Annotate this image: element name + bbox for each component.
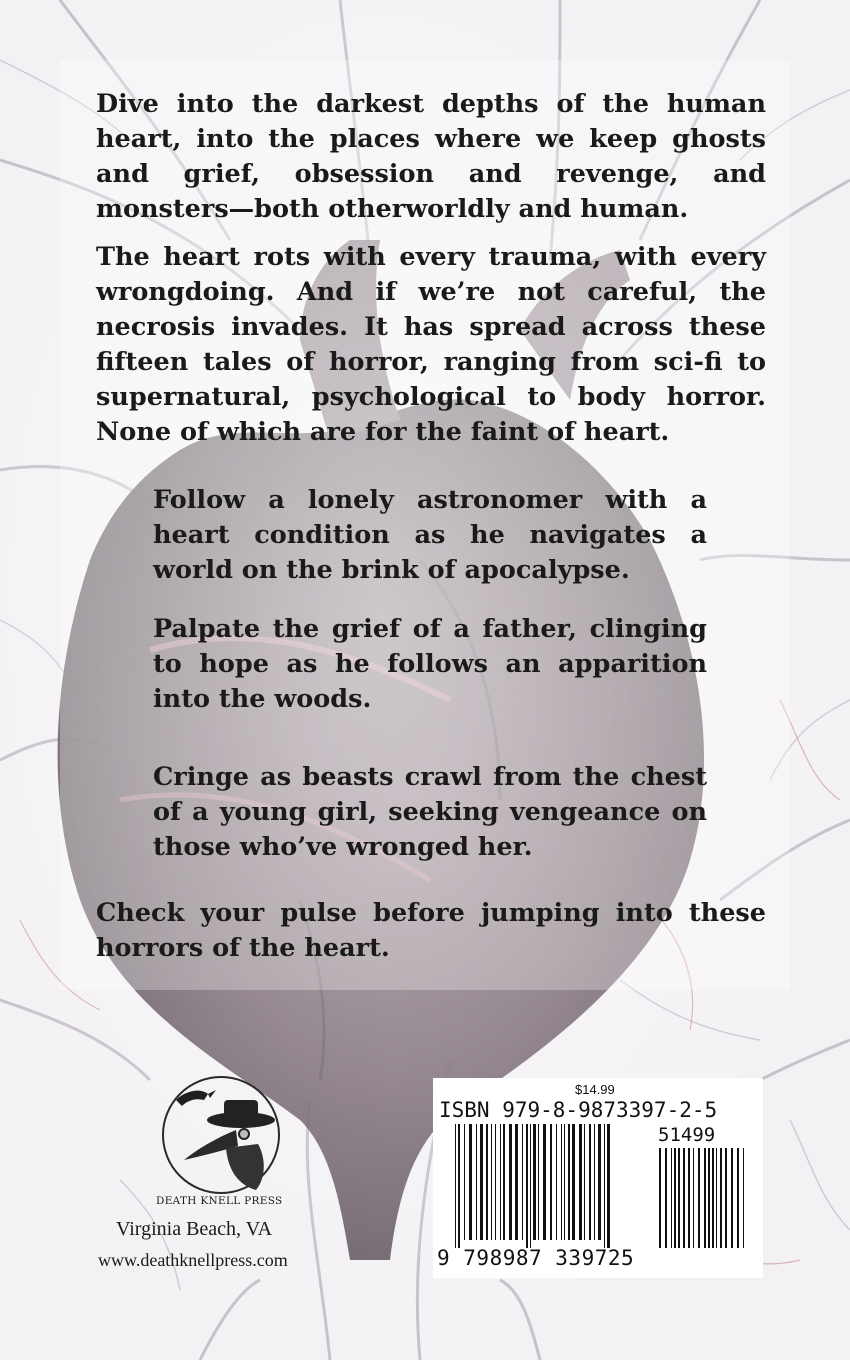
- barcode-bar: [604, 1124, 605, 1248]
- barcode-bar: [572, 1124, 575, 1240]
- barcode-bar: [515, 1124, 518, 1240]
- barcode-bar: [495, 1124, 496, 1240]
- barcode-bar: [500, 1124, 501, 1240]
- barcode-bar: [561, 1124, 562, 1240]
- barcode-bar: [503, 1124, 505, 1240]
- barcode-bar: [594, 1124, 595, 1240]
- barcode-bar: [584, 1124, 585, 1240]
- price-label: $14.99: [575, 1082, 615, 1097]
- barcode-bar: [725, 1148, 727, 1248]
- barcode-bar: [543, 1124, 546, 1240]
- barcode-bar: [480, 1124, 483, 1240]
- barcode-bar: [486, 1124, 488, 1240]
- barcode-bar: [704, 1148, 706, 1248]
- barcode-bar: [491, 1124, 492, 1240]
- story-teaser-astronomer: Follow a lonely astronomer with a heart condition as he navigates a world on the brink of apocalypse.: [153, 485, 707, 585]
- barcode-bar: [538, 1124, 539, 1240]
- barcode-bar: [509, 1124, 512, 1240]
- press-name: DEATH KNELL PRESS: [156, 1195, 283, 1207]
- price-addon-code: 51499: [658, 1124, 716, 1146]
- barcode-bar: [607, 1124, 610, 1248]
- barcode-bar: [720, 1148, 722, 1248]
- barcode-bar: [598, 1124, 601, 1240]
- barcode-bar: [731, 1148, 733, 1248]
- barcode-bar: [579, 1124, 582, 1240]
- barcode-bar: [678, 1148, 680, 1248]
- isbn-barcode-box: [433, 1078, 763, 1278]
- blurb-paragraph-necrosis: The heart rots with every trauma, with every wrongdoing. And if we’re not careful, the necrosis invades. It has spread across these fifteen tales of horror, ranging from sci-fi to supernatural, psychological to body horror. None of which are for the faint of heart.: [96, 242, 766, 447]
- barcode-bar: [458, 1124, 460, 1248]
- barcode-bar: [522, 1124, 523, 1240]
- blurb-closing: Check your pulse before jumping into these horrors of the heart.: [96, 898, 766, 963]
- barcode-bar: [564, 1124, 565, 1240]
- barcode-bar: [469, 1124, 472, 1240]
- barcode-bar: [464, 1124, 465, 1240]
- barcode-bar: [530, 1124, 531, 1248]
- barcode-bar: [533, 1124, 536, 1240]
- barcode-bar: [683, 1148, 685, 1248]
- barcode-bar: [659, 1148, 661, 1248]
- publisher-city: Virginia Beach, VA: [116, 1218, 273, 1240]
- story-teaser-father: Palpate the grief of a father, clinging to hope as he follows an apparition into the woods.: [153, 614, 707, 714]
- barcode-bar: [589, 1124, 591, 1240]
- blurb-paragraph-intro: Dive into the darkest depths of the human heart, into the places where we keep ghosts and grief, obsession and revenge, and monsters—both otherworldly and human.: [96, 89, 766, 224]
- barcode-bar: [698, 1148, 700, 1248]
- story-teaser-beasts: Cringe as beasts crawl from the chest of a young girl, seeking vengeance on those who’ve wronged her.: [153, 762, 707, 862]
- barcode-bar: [455, 1124, 456, 1248]
- barcode-bar: [674, 1148, 676, 1248]
- isbn-label: ISBN 979-8-9873397-2-5: [439, 1098, 718, 1122]
- plague-doctor-raven-logo-icon: [146, 1060, 296, 1200]
- ean-digits: 9 798987 339725: [437, 1246, 635, 1270]
- barcode-bar: [550, 1124, 552, 1240]
- barcode-bar: [526, 1124, 528, 1248]
- barcode-bar: [712, 1148, 714, 1248]
- barcode-bar: [671, 1148, 672, 1248]
- publisher-website: www.deathknellpress.com: [98, 1250, 288, 1270]
- barcode-bar: [665, 1148, 667, 1248]
- barcode-bar: [556, 1124, 557, 1240]
- barcode-bar: [693, 1148, 694, 1248]
- barcode-bar: [716, 1148, 717, 1248]
- barcode-bar: [708, 1148, 710, 1248]
- barcode-bar: [737, 1148, 739, 1248]
- barcode-bar: [476, 1124, 477, 1240]
- barcode-bar: [688, 1148, 690, 1248]
- barcode-bar: [568, 1124, 570, 1240]
- barcode-bar: [743, 1148, 744, 1248]
